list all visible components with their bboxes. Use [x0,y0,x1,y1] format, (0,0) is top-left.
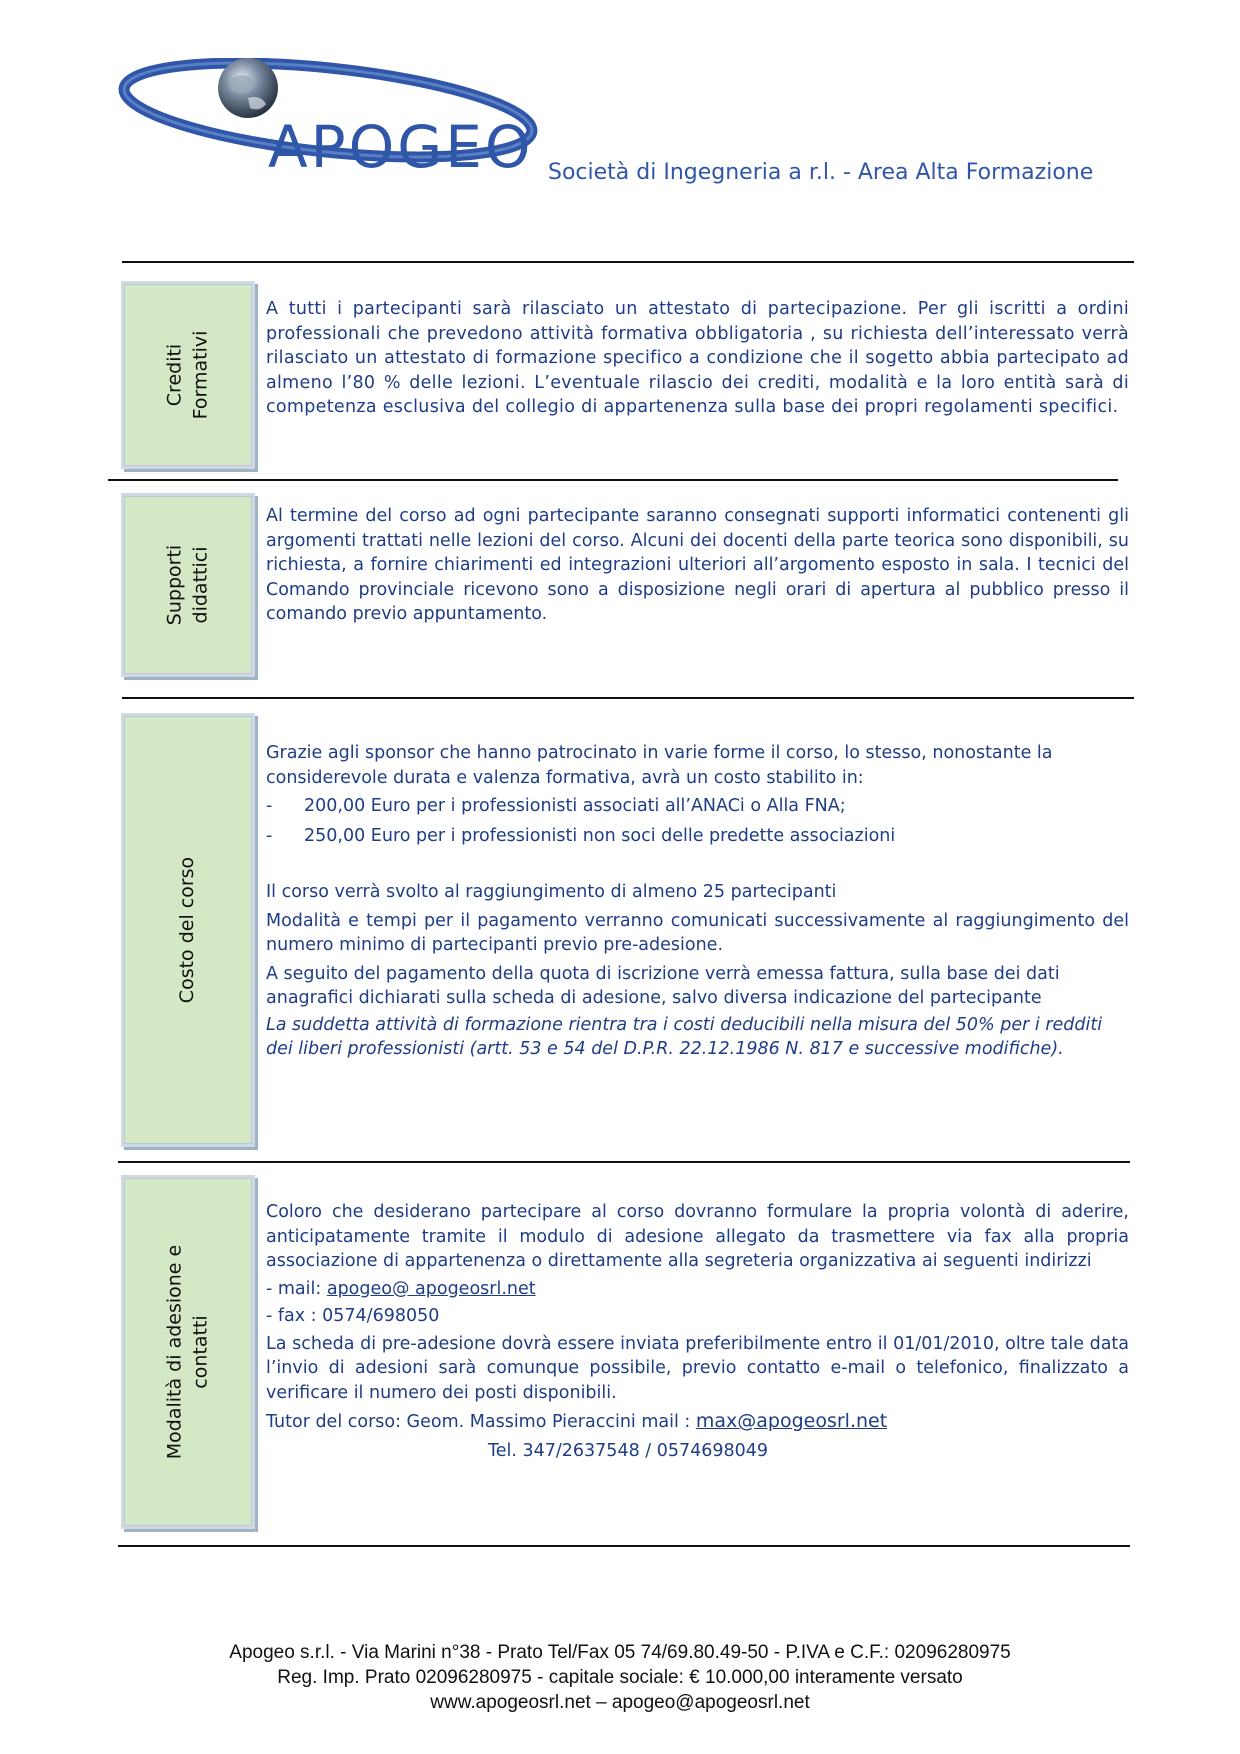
tutor-prefix: Tutor del corso: Geom. Massimo Pieraccini mail : [266,1412,696,1432]
costo-paragraph: Il corso verrà svolto al raggiungimento di almeno 25 partecipanti [266,882,837,902]
price-item: 250,00 Euro per i professionisti non soci delle predette associazioni [304,825,896,846]
costo-tax-note: La suddetta attività di formazione rientra tra i costi deducibili nella misura del 50% per i redditi dei liberi professionisti (artt. 53 e 54 del D.P.R. 22.12.1986 N. 817 e successive modifiche). [266,1014,1103,1059]
sidebar-costo-del-corso [124,716,252,1144]
bullet-dash: - [266,796,273,816]
section-divider [118,1545,1130,1547]
crediti-text: A tutti i partecipanti sarà rilasciato un attestato di partecipazione. Per gli iscritti a ordini professionali che prevedono attività formativa obbligatoria , su richiesta dell’interessato verrà rilasciato un attestato di formazione specifico a condizione che il sogetto abbia partecipato ad almeno l’80 % delle lezioni. L’eventuale rilascio dei crediti, modalità e la loro entità sarà di competenza esclusiva del collegio di appartenenza sulla base dei propri regolamenti specifici. [266,299,1129,417]
sidebar-label [162,331,213,420]
section-divider [118,1161,1130,1163]
mail-prefix: - mail: [266,1278,327,1299]
label-line: Supporti [163,544,186,626]
list-item [266,794,1129,819]
footer-web-contacts: www.apogeosrl.net – apogeo@apogeosrl.net [430,1692,810,1713]
price-item: 200,00 Euro per i professionisti associati all’ANACi o Alla FNA; [304,796,846,816]
page-footer [0,1640,1240,1715]
modalita-content [266,1200,1129,1463]
logo-wordmark: APOGEO [268,113,534,181]
company-logo [118,58,558,188]
section-divider [122,697,1134,699]
sidebar-crediti-formativi [124,284,252,466]
list-item [266,824,1129,849]
label-line: contatti [189,1315,211,1389]
supporti-text: Al termine del corso ad ogni partecipante saranno consegnati supporti informatici contenenti gli argomenti trattati nelle lezioni del corso. Alcuni dei docenti della parte teorica sono disponibili, su richiesta, a fornire chiarimenti ed integrazioni ulteriori all’argomento esposto in sala. I tecnici del Comando provinciale ricevono sono a disposizione negli orari di apertura al pubblico presso il comando previo appuntamento. [266,506,1129,624]
costo-content [266,741,1129,1062]
costo-intro: Grazie agli sponsor che hanno patrocinato in varie forme il corso, lo stesso, nonostante la considerevole durata e valenza formativa, avrà un costo stabilito in: [266,743,1053,788]
sidebar-modalita-adesione [124,1178,252,1526]
costo-paragraph: A seguito del pagamento della quota di iscrizione verrà emessa fattura, sulla base dei dati anagrafici dichiarati sulla scheda di adesione, salvo diversa indicazione del partecipante [266,963,1060,1008]
costo-paragraph: Modalità e tempi per il pagamento verranno comunicati successivamente al raggiungimento del numero minimo di partecipanti previo pre-adesione. [266,910,1129,955]
sidebar-supporti-didattici [124,496,252,674]
section-divider [108,479,1118,481]
label-line: Formativi [189,330,211,420]
modalita-intro: Coloro che desiderano partecipare al corso dovranno formulare la propria volontà di aderire, anticipatamente tramite il modulo di adesione allegato da trasmettere via fax alla propria associazione di appartenenza o direttamente alla segreteria organizzativa ai seguenti indirizzi [266,1202,1129,1271]
tutor-line [266,1409,1129,1435]
section-divider [122,261,1134,263]
contact-email-link[interactable]: apogeo@ apogeosrl.net [326,1278,536,1299]
sidebar-label: Costo del corso [176,856,199,1004]
mail-line [266,1277,1129,1302]
spacer [266,848,1129,878]
tutor-phone: Tel. 347/2637548 / 0574698049 [488,1440,769,1461]
sidebar-label [162,545,213,625]
footer-address: Apogeo s.r.l. - Via Marini n°38 - Prato Tel/Fax 05 74/69.80.49-50 - P.IVA e C.F.: 02096280975 [229,1642,1011,1663]
sidebar-label [162,1245,213,1459]
label-line: Crediti [163,343,186,407]
bullet-dash: - [266,825,273,846]
company-subtitle: Società di Ingegneria a r.l. - Area Alta Formazione [548,160,1094,185]
label-line: didattici [189,546,211,624]
fax-line: - fax : 0574/698050 [266,1306,440,1326]
tutor-email-link[interactable]: max@apogeosrl.net [695,1410,888,1432]
label-line: Modalità di adesione e [163,1244,186,1460]
deadline-text: La scheda di pre-adesione dovrà essere inviata preferibilmente entro il 01/01/2010, oltre tale data l’invio di adesioni sarà comunque possibile, previo contatto e-mail o telefonico, finalizzato a verificare il numero dei posti disponibili. [266,1333,1129,1403]
footer-registration: Reg. Imp. Prato 02096280975 - capitale sociale: € 10.000,00 interamente versato [277,1667,963,1688]
